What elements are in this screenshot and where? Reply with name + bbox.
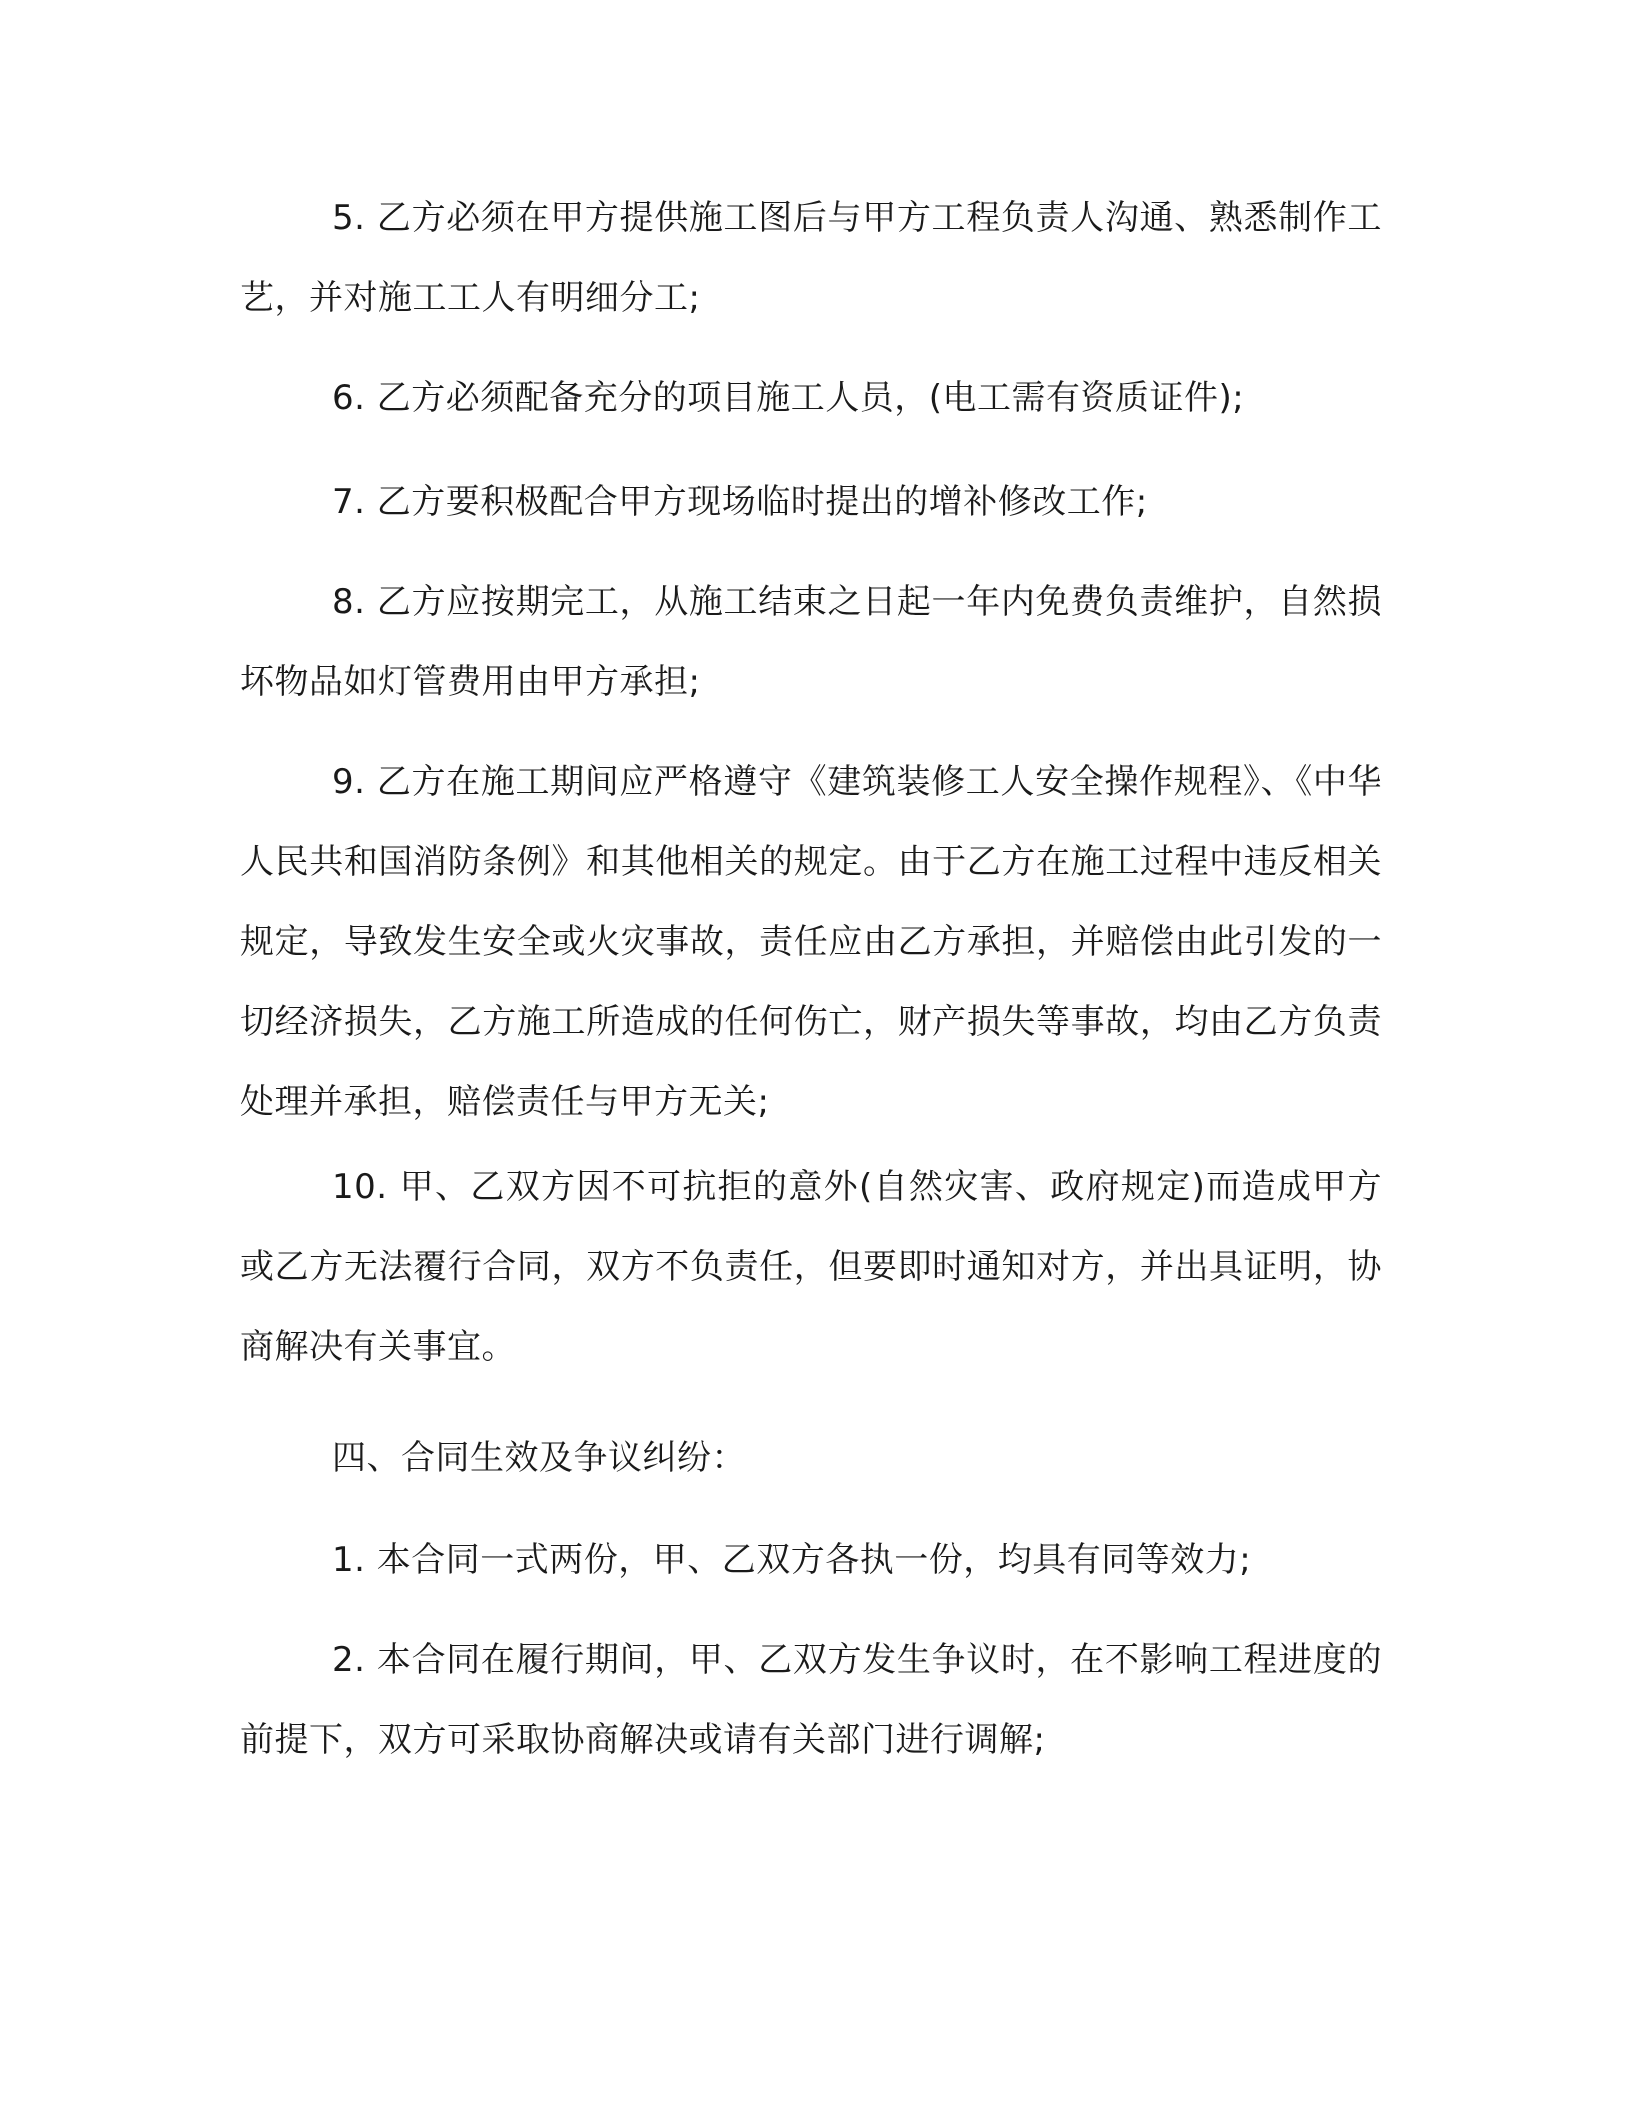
clause-4-2: 2. 本合同在履行期间，甲、乙双方发生争议时，在不影响工程进度的前提下，双方可采取协商解决或请有关部门进行调解; — [240, 1640, 1382, 1760]
clause-8: 8. 乙方应按期完工，从施工结束之日起一年内免费负责维护，自然损坏物品如灯管费用由甲方承担; — [240, 582, 1382, 702]
clause-9: 9. 乙方在施工期间应严格遵守《建筑装修工人安全操作规程》、《中华人民共和国消防条例》和其他相关的规定。由于乙方在施工过程中违反相关规定，导致发生安全或火灾事故，责任应由乙方承担，并赔偿由此引发的一切经济损失，乙方施工所造成的任何伤亡，财产损失等事故，均由乙方负责处理并承担，赔偿责任与甲方无关; — [240, 762, 1382, 1122]
section-heading-4: 四、合同生效及争议纠纷： — [332, 1438, 746, 1478]
clause-4-1: 1. 本合同一式两份，甲、乙双方各执一份，均具有同等效力; — [332, 1540, 1252, 1580]
clause-5: 5. 乙方必须在甲方提供施工图后与甲方工程负责人沟通、熟悉制作工艺，并对施工工人有明细分工; — [240, 198, 1382, 318]
clause-6: 6. 乙方必须配备充分的项目施工人员，(电工需有资质证件); — [332, 378, 1245, 418]
clause-10: 10. 甲、乙双方因不可抗拒的意外(自然灾害、政府规定)而造成甲方或乙方无法覆行合同，双方不负责任，但要即时通知对方，并出具证明，协商解决有关事宜。 — [240, 1167, 1382, 1367]
clause-7: 7. 乙方要积极配合甲方现场临时提出的增补修改工作; — [332, 482, 1148, 522]
